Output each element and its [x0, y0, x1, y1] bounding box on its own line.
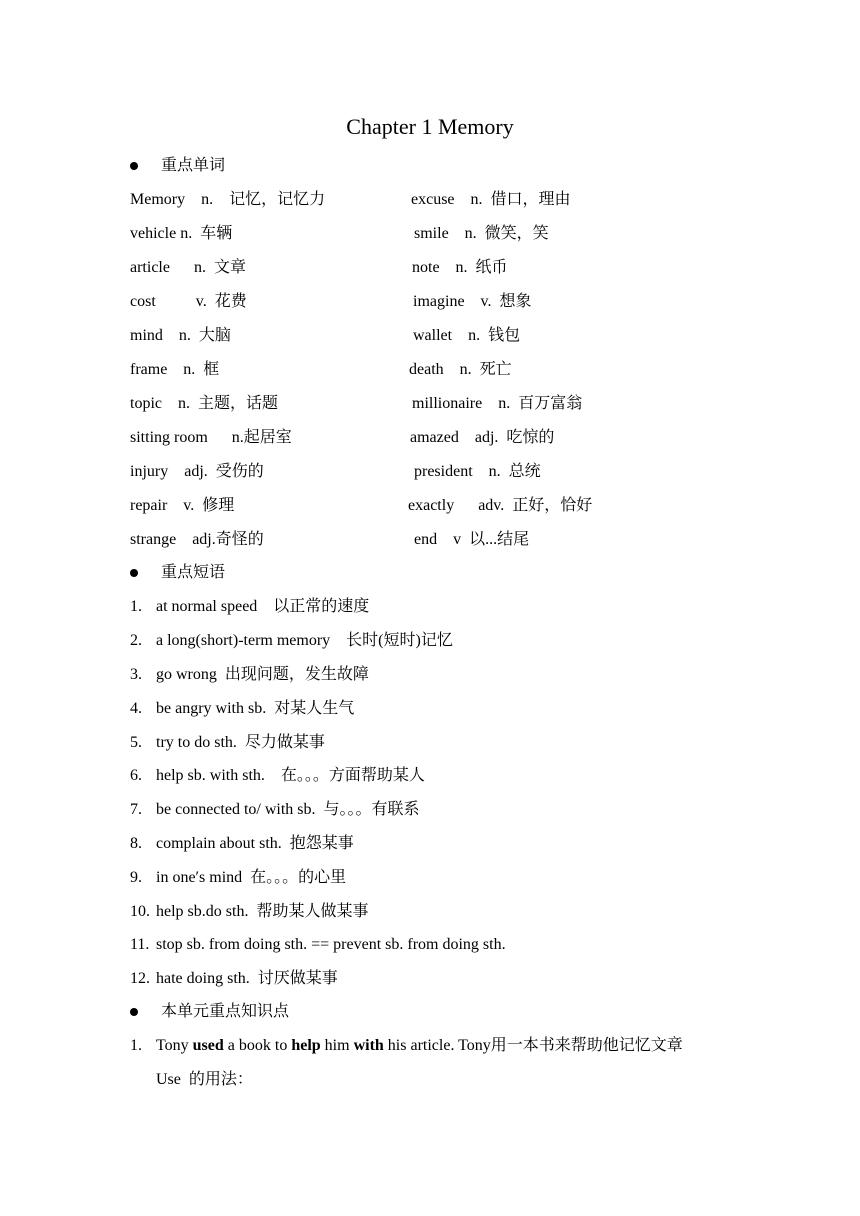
- sentence-text: his article. Tony用一本书来帮助他记忆文章: [383, 1037, 683, 1054]
- list-number: 12.: [130, 970, 150, 987]
- list-number: 1.: [130, 1037, 142, 1054]
- section-heading-words: 重点单词: [161, 157, 226, 174]
- vocab-item: death n. 死亡: [409, 361, 512, 378]
- vocab-item: injury adj. 受伤的: [130, 463, 264, 480]
- page-title: Chapter 1 Memory: [346, 114, 514, 139]
- bullet-dot-icon: [130, 1008, 138, 1016]
- list-number: 6.: [130, 767, 142, 784]
- list-text: try to do sth. 尽力做某事: [156, 734, 325, 751]
- bold-keyword: with: [353, 1037, 384, 1054]
- vocab-item: Memory n. 记忆，记忆力: [130, 191, 326, 208]
- vocab-item: article n. 文章: [130, 259, 246, 276]
- vocab-item: wallet n. 钱包: [413, 327, 521, 344]
- example-sentence: [156, 1035, 683, 1057]
- list-text: a long(short)-term memory 长时(短时)记忆: [156, 632, 453, 649]
- list-number: 2.: [130, 632, 142, 649]
- vocab-item: end v 以...结尾: [414, 531, 530, 548]
- list-number: 8.: [130, 835, 142, 852]
- list-number: 7.: [130, 801, 142, 818]
- section-heading-key-points: 本单元重点知识点: [161, 1003, 290, 1020]
- vocab-item: cost v. 花费: [130, 293, 247, 310]
- vocab-item: millionaire n. 百万富翁: [412, 395, 583, 412]
- list-text: at normal speed 以正常的速度: [156, 598, 370, 615]
- list-text: stop sb. from doing sth. == prevent sb. from doing sth.: [156, 936, 506, 953]
- section-heading-phrases: 重点短语: [161, 564, 226, 581]
- list-text: be angry with sb. 对某人生气: [156, 700, 355, 717]
- vocab-item: exactly adv. 正好，恰好: [408, 497, 593, 514]
- vocab-item: smile n. 微笑，笑: [414, 225, 549, 242]
- list-text: be connected to/ with sb. 与。。。有联系: [156, 801, 420, 818]
- list-number: 1.: [130, 598, 142, 615]
- vocab-item: strange adj.奇怪的: [130, 531, 264, 548]
- vocab-item: amazed adj. 吃惊的: [410, 429, 555, 446]
- list-text: hate doing sth. 讨厌做某事: [156, 970, 338, 987]
- list-number: 3.: [130, 666, 142, 683]
- list-number: 10.: [130, 903, 150, 920]
- vocab-item: frame n. 框: [130, 361, 220, 378]
- sentence-text: Tony: [156, 1037, 193, 1054]
- list-text: go wrong 出现问题，发生故障: [156, 666, 369, 683]
- list-number: 11.: [130, 936, 150, 953]
- list-number: 5.: [130, 734, 142, 751]
- vocab-item: note n. 纸币: [412, 259, 508, 276]
- list-text: in one′s mind 在。。。的心里: [156, 869, 347, 886]
- list-number: 4.: [130, 700, 142, 717]
- vocab-item: imagine v. 想象: [413, 293, 532, 310]
- list-text: help sb.do sth. 帮助某人做某事: [156, 903, 369, 920]
- sentence-text: him: [320, 1037, 354, 1054]
- vocab-item: mind n. 大脑: [130, 327, 231, 344]
- vocab-item: excuse n. 借口，理由: [411, 191, 571, 208]
- sentence-text: a book to: [223, 1037, 292, 1054]
- vocab-item: vehicle n. 车辆: [130, 225, 233, 242]
- bullet-dot-icon: [130, 162, 138, 170]
- list-number: 9.: [130, 869, 142, 886]
- list-text: help sb. with sth. 在。。。方面帮助某人: [156, 767, 425, 784]
- usage-heading: Use 的用法：: [156, 1071, 253, 1088]
- vocab-item: topic n. 主题，话题: [130, 395, 278, 412]
- list-text: complain about sth. 抱怨某事: [156, 835, 354, 852]
- vocab-item: president n. 总统: [414, 463, 541, 480]
- bold-keyword: used: [192, 1037, 224, 1054]
- vocab-item: sitting room n.起居室: [130, 429, 292, 446]
- bullet-dot-icon: [130, 569, 138, 577]
- bold-keyword: help: [291, 1037, 321, 1054]
- vocab-item: repair v. 修理: [130, 497, 235, 514]
